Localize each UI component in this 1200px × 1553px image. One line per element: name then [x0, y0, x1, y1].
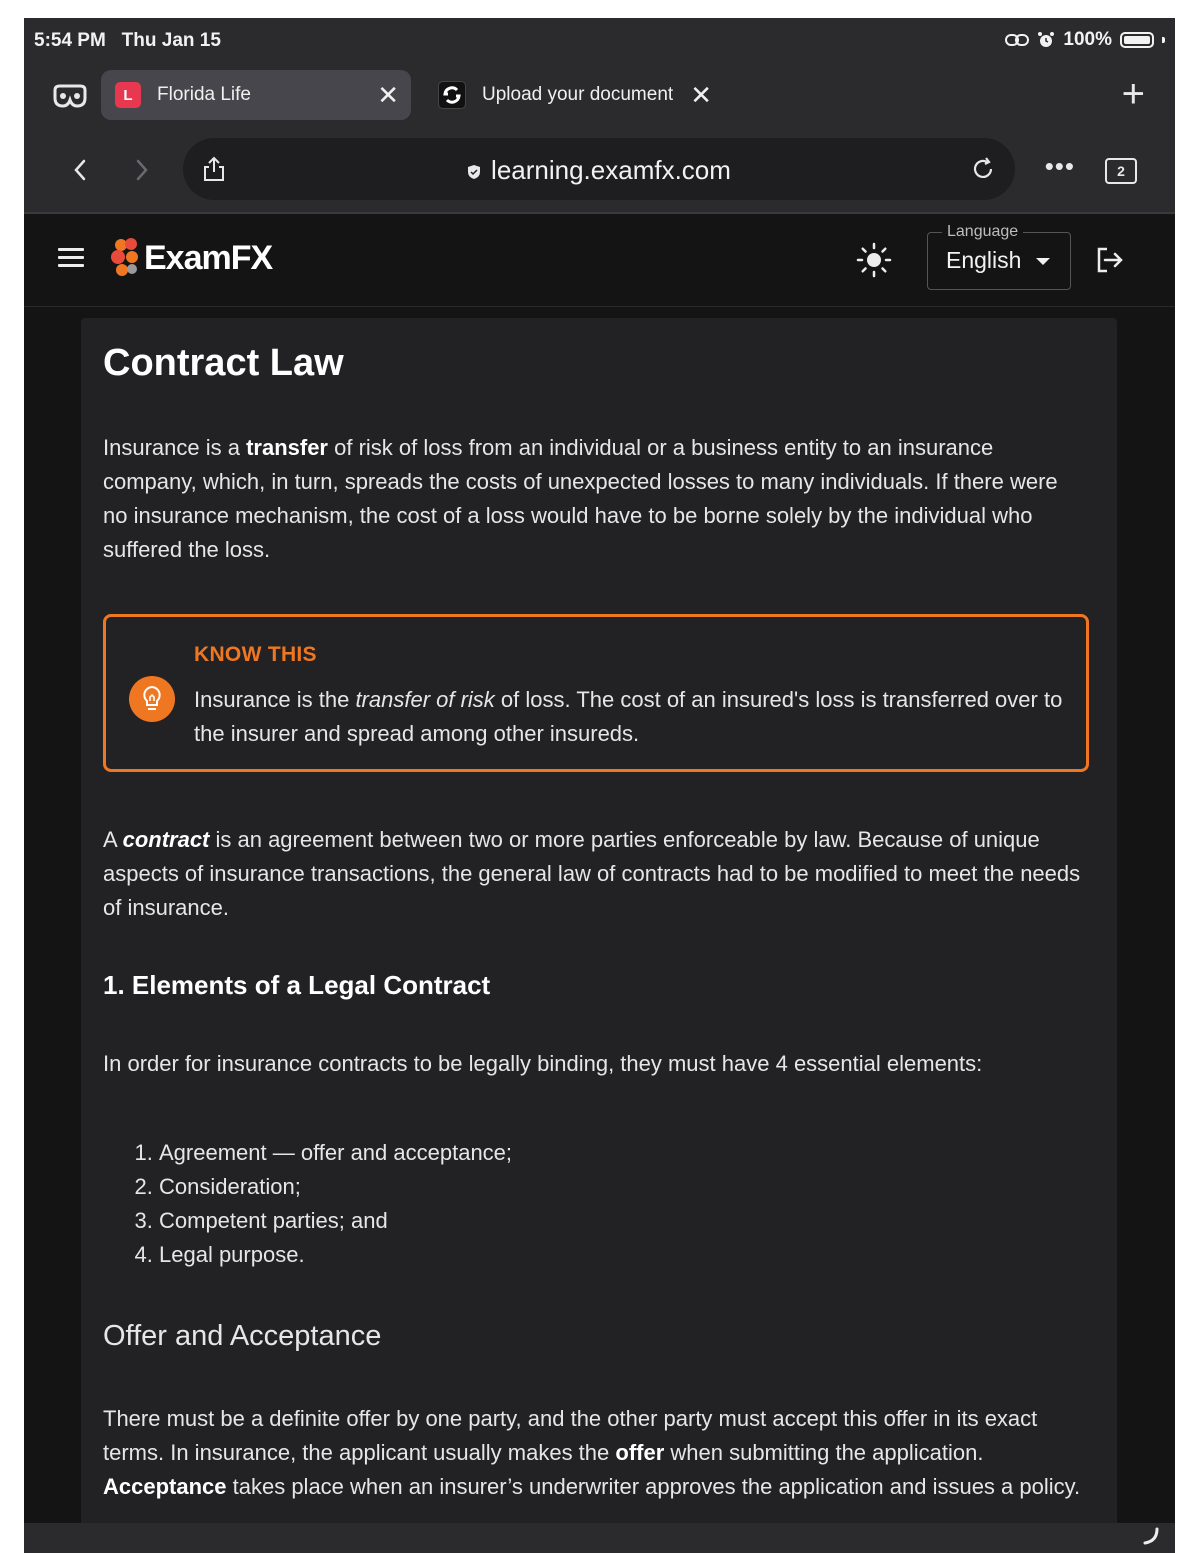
lesson-card: [81, 318, 1117, 1553]
tab-florida-life[interactable]: [101, 70, 411, 120]
offer-bold: offer: [615, 1440, 665, 1465]
lightbulb-icon: [129, 676, 175, 722]
examfx-logo[interactable]: [110, 236, 272, 280]
know-italic: transfer of risk: [355, 687, 495, 712]
tab-title: Upload your document: [482, 84, 674, 105]
status-time: [34, 30, 221, 52]
tab-favicon-s: [438, 81, 466, 109]
contract-text-2: is an agreement between two or more parties enforceable by law. Because of unique aspects of insurance transactions, the general law of contracts had to be modified to meet the needs of insurance.: [103, 827, 1081, 920]
know-text-2: of loss. The cost of an insured's loss is transferred over to the insurer and spread among other insureds.: [194, 687, 1063, 746]
tab-upload-document[interactable]: [424, 70, 724, 120]
intro-paragraph: [103, 431, 1088, 567]
know-this-callout: [103, 614, 1089, 772]
back-button[interactable]: [62, 152, 98, 188]
section-heading: 1. Elements of a Legal Contract: [103, 970, 491, 1000]
language-label: Language: [942, 223, 1023, 241]
address-bar[interactable]: [183, 138, 1015, 200]
language-select[interactable]: [927, 223, 1071, 290]
battery-percent: 100%: [1063, 29, 1112, 50]
know-text-1: Insurance is the: [194, 687, 356, 712]
close-tab-icon[interactable]: ✕: [377, 80, 399, 110]
offer-text-1: There must be a definite offer by one party, and the other party must accept this offer in its exact terms. In insurance, the applicant usually makes the: [103, 1406, 1038, 1465]
offer-text-2: when submitting the application.: [664, 1440, 984, 1465]
bottom-bar: [24, 1523, 1175, 1553]
list-item: 2. Consideration;: [159, 1170, 512, 1204]
tab-title: Florida Life: [157, 84, 251, 105]
list-item: 3. Competent parties; and: [159, 1204, 512, 1238]
sync-logo-icon: [442, 85, 462, 105]
status-bar: [24, 18, 1175, 64]
new-tab-plus-icon[interactable]: +: [1121, 72, 1145, 116]
offer-text-3: takes place when an insurer’s underwriter approves the application and issues a policy.: [226, 1474, 1081, 1499]
device-screen: [24, 18, 1175, 1553]
link-icon: [1005, 32, 1029, 48]
chevron-right-icon: [134, 158, 150, 182]
alarm-icon: [1037, 31, 1055, 49]
intro-bold-transfer: transfer: [246, 435, 328, 460]
logout-icon[interactable]: [1094, 244, 1126, 276]
tab-bar: [24, 64, 1175, 134]
elements-list: [103, 1136, 512, 1272]
section-intro: In order for insurance contracts to be legally binding, they must have 4 essential elements:: [103, 1051, 983, 1076]
list-item: 1. Agreement — offer and acceptance;: [159, 1136, 512, 1170]
shield-icon: [467, 164, 481, 180]
browser-toolbar: [24, 134, 1175, 214]
contract-text-1: A: [103, 827, 123, 852]
status-right: [1005, 29, 1165, 51]
tab-count-button[interactable]: 2: [1105, 158, 1137, 184]
know-this-heading: KNOW THIS: [194, 643, 317, 666]
list-item: 4. Legal purpose.: [159, 1238, 512, 1272]
hamburger-menu-icon[interactable]: [58, 248, 84, 268]
contract-bold-italic: contract: [122, 827, 210, 852]
theme-toggle-sun-icon[interactable]: [856, 242, 892, 278]
tab-favicon-l: L: [115, 82, 141, 108]
battery-tip: [1162, 37, 1165, 43]
site-header: [24, 214, 1175, 307]
acceptance-bold: Acceptance: [103, 1474, 227, 1499]
resize-handle-icon[interactable]: [1139, 1525, 1161, 1547]
subsection-heading: Offer and Acceptance: [103, 1320, 382, 1352]
contract-paragraph: [103, 823, 1088, 925]
reload-icon[interactable]: [971, 157, 995, 181]
language-value: English: [946, 247, 1022, 273]
private-mask-icon[interactable]: [52, 82, 88, 110]
url-display[interactable]: [183, 155, 1015, 186]
close-tab-icon[interactable]: ✕: [690, 80, 712, 110]
examfx-logo-icon: [110, 236, 140, 280]
know-this-text: [194, 683, 1074, 751]
battery-icon: [1120, 32, 1154, 48]
page-title: Contract Law: [103, 342, 344, 384]
chevron-left-icon: [72, 158, 88, 182]
intro-text-1: Insurance is a: [103, 435, 247, 460]
url-text: learning.examfx.com: [491, 155, 731, 185]
intro-text-2: of risk of loss from an individual or a business entity to an insurance company, which, in turn, spreads the costs of unexpected losses to many individuals. If there were no insurance mechanism, the cost of a loss would have to be borne solely by the individual who suffered the loss.: [103, 435, 1058, 562]
forward-button[interactable]: [124, 152, 160, 188]
brand-name: ExamFX: [144, 238, 273, 277]
caret-down-icon: [1036, 258, 1050, 265]
offer-paragraph: [103, 1402, 1088, 1504]
status-time-value: 5:54 PM: [34, 30, 106, 51]
more-menu-icon[interactable]: •••: [1044, 151, 1075, 181]
status-date-value: Thu Jan 15: [121, 30, 221, 51]
